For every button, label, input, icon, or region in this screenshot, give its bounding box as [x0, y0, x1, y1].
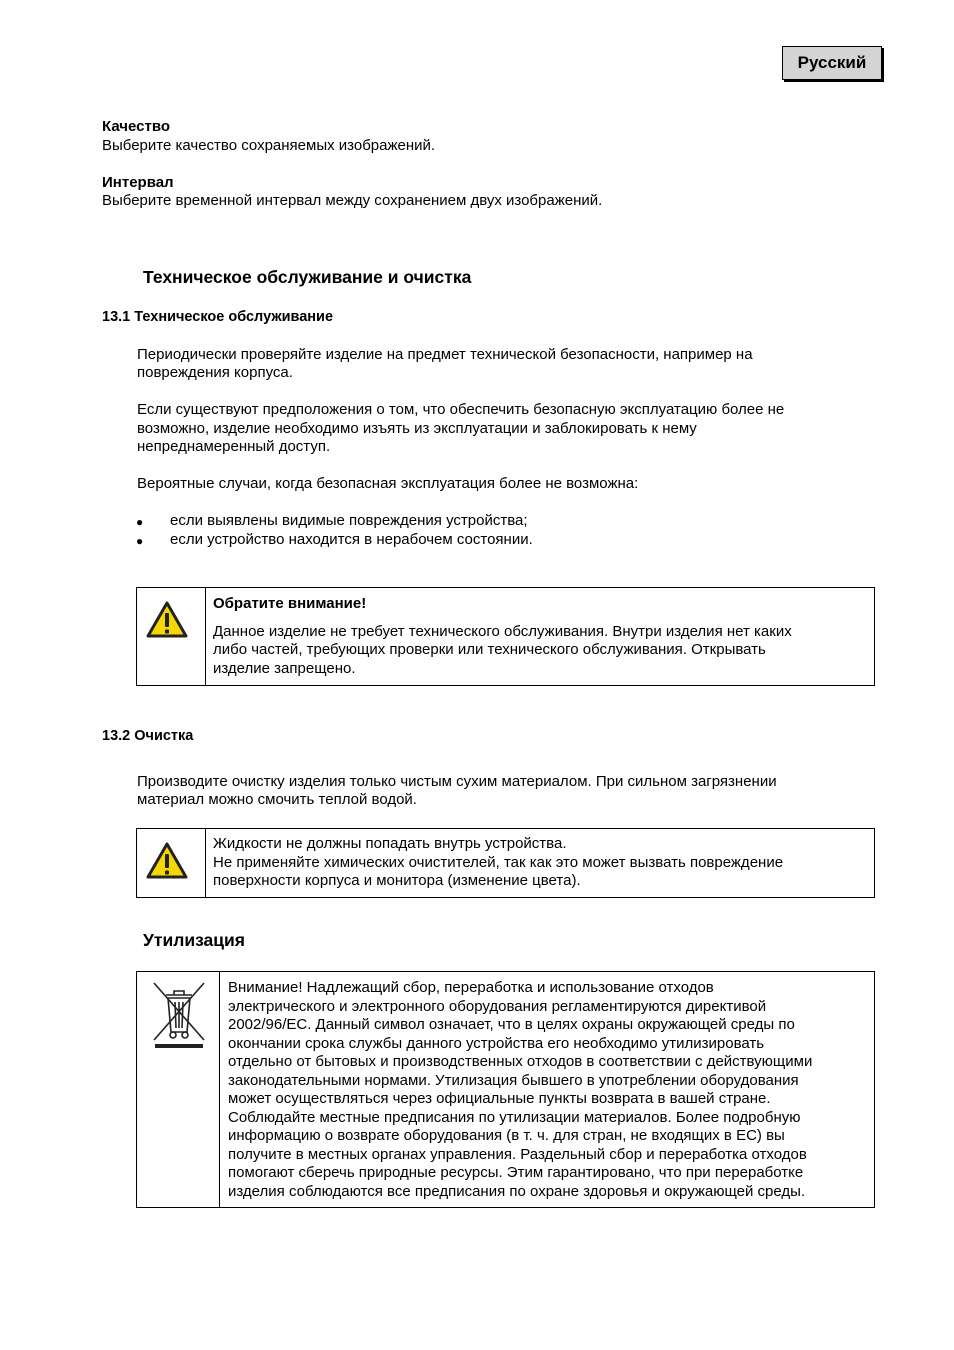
note-title: Обратите внимание! — [213, 595, 367, 612]
note-line-1: Данное изделие не требует технического обслуживания. Внутри изделия нет каких — [213, 623, 792, 640]
disposal-line: помогают сберечь природные ресурсы. Этим гарантировано, что при переработке — [228, 1164, 804, 1181]
note-line-2: либо частей, требующих проверки или технического обслуживания. Открывать — [213, 641, 766, 658]
note-box — [136, 587, 875, 686]
bullet-item-2: если устройство находится в нерабочем состоянии. — [170, 531, 533, 548]
maintenance-paragraph-2-line-2: возможно, изделие необходимо изъять из эксплуатации и заблокировать к нему — [137, 420, 697, 437]
disposal-box — [136, 971, 875, 1208]
disposal-line: Внимание! Надлежащий сбор, переработка и использование отходов — [228, 979, 714, 996]
cleaning-line-2: материал можно смочить теплой водой. — [137, 791, 417, 808]
interval-title: Интервал — [102, 174, 174, 191]
bullet-icon: ● — [136, 515, 144, 529]
warning-line-1: Жидкости не должны попадать внутрь устройства. — [213, 835, 567, 852]
warning-icon-cell — [137, 829, 206, 897]
language-badge: Русский — [782, 46, 882, 80]
note-icon-cell — [137, 588, 206, 685]
quality-text: Выберите качество сохраняемых изображений. — [102, 137, 436, 154]
warning-triangle-icon — [145, 600, 189, 640]
maintenance-paragraph-2-line-3: непреднамеренный доступ. — [137, 438, 331, 455]
maintenance-paragraph-2-line-1: Если существуют предположения о том, что обеспечить безопасную эксплуатацию более не — [137, 401, 785, 418]
note-line-3: изделие запрещено. — [213, 660, 356, 677]
subsection-cleaning: 13.2 Очистка — [102, 728, 194, 744]
disposal-text — [228, 979, 812, 1201]
subsection-maintenance: 13.1 Техническое обслуживание — [102, 309, 334, 325]
disposal-line: информацию о возврате оборудования (в т. ч. для стран, не входящих в ЕС) вы — [228, 1127, 785, 1144]
maintenance-paragraph-3: Вероятные случаи, когда безопасная эксплуатация более не возможна: — [137, 475, 639, 492]
crossed-bin-icon — [149, 980, 209, 1050]
maintenance-heading: Техническое обслуживание и очистка — [143, 267, 472, 287]
warning-box — [136, 828, 875, 898]
disposal-line: Соблюдайте местные предписания по утилизации материалов. Более подробную — [228, 1108, 801, 1126]
warning-line-3: поверхности корпуса и монитора (изменение цвета). — [213, 872, 581, 889]
bullet-item-1: если выявлены видимые повреждения устройства; — [170, 512, 528, 529]
quality-title: Качество — [102, 118, 171, 135]
warning-line-2: Не применяйте химических очистителей, так как это может вызвать повреждение — [213, 854, 784, 871]
disposal-line: изделия соблюдаются все предписания по охране здоровья и окружающей среды. — [228, 1182, 806, 1200]
disposal-line: окончании срока службы данного устройства его необходимо утилизировать — [228, 1034, 765, 1052]
interval-text: Выберите временной интервал между сохранением двух изображений. — [102, 192, 603, 209]
disposal-heading: Утилизация — [143, 930, 246, 950]
maintenance-paragraph-1-line-1: Периодически проверяйте изделие на предмет технической безопасности, например на — [137, 346, 753, 363]
disposal-line: отдельно от бытовых и производственных отходов в соответствии с действующими — [228, 1053, 813, 1070]
disposal-line: получите в местных органах управления. Раздельный сбор и переработка отходов — [228, 1145, 807, 1163]
disposal-icon-cell — [137, 972, 220, 1207]
disposal-line: законодательными нормами. Утилизация бывшего в употреблении оборудования — [228, 1071, 799, 1089]
disposal-line: электрического и электронного оборудования регламентируются директивой — [228, 997, 767, 1015]
warning-triangle-icon — [145, 841, 189, 881]
cleaning-line-1: Производите очистку изделия только чистым сухим материалом. При сильном загрязнении — [137, 773, 777, 790]
bullet-icon: ● — [136, 534, 144, 548]
disposal-line: может осуществляться через официальные пункты возврата в вашей стране. — [228, 1090, 771, 1107]
maintenance-paragraph-1-line-2: повреждения корпуса. — [137, 364, 293, 381]
disposal-line: 2002/96/ЕС. Данный символ означает, что в целях охраны окружающей среды по — [228, 1016, 795, 1033]
